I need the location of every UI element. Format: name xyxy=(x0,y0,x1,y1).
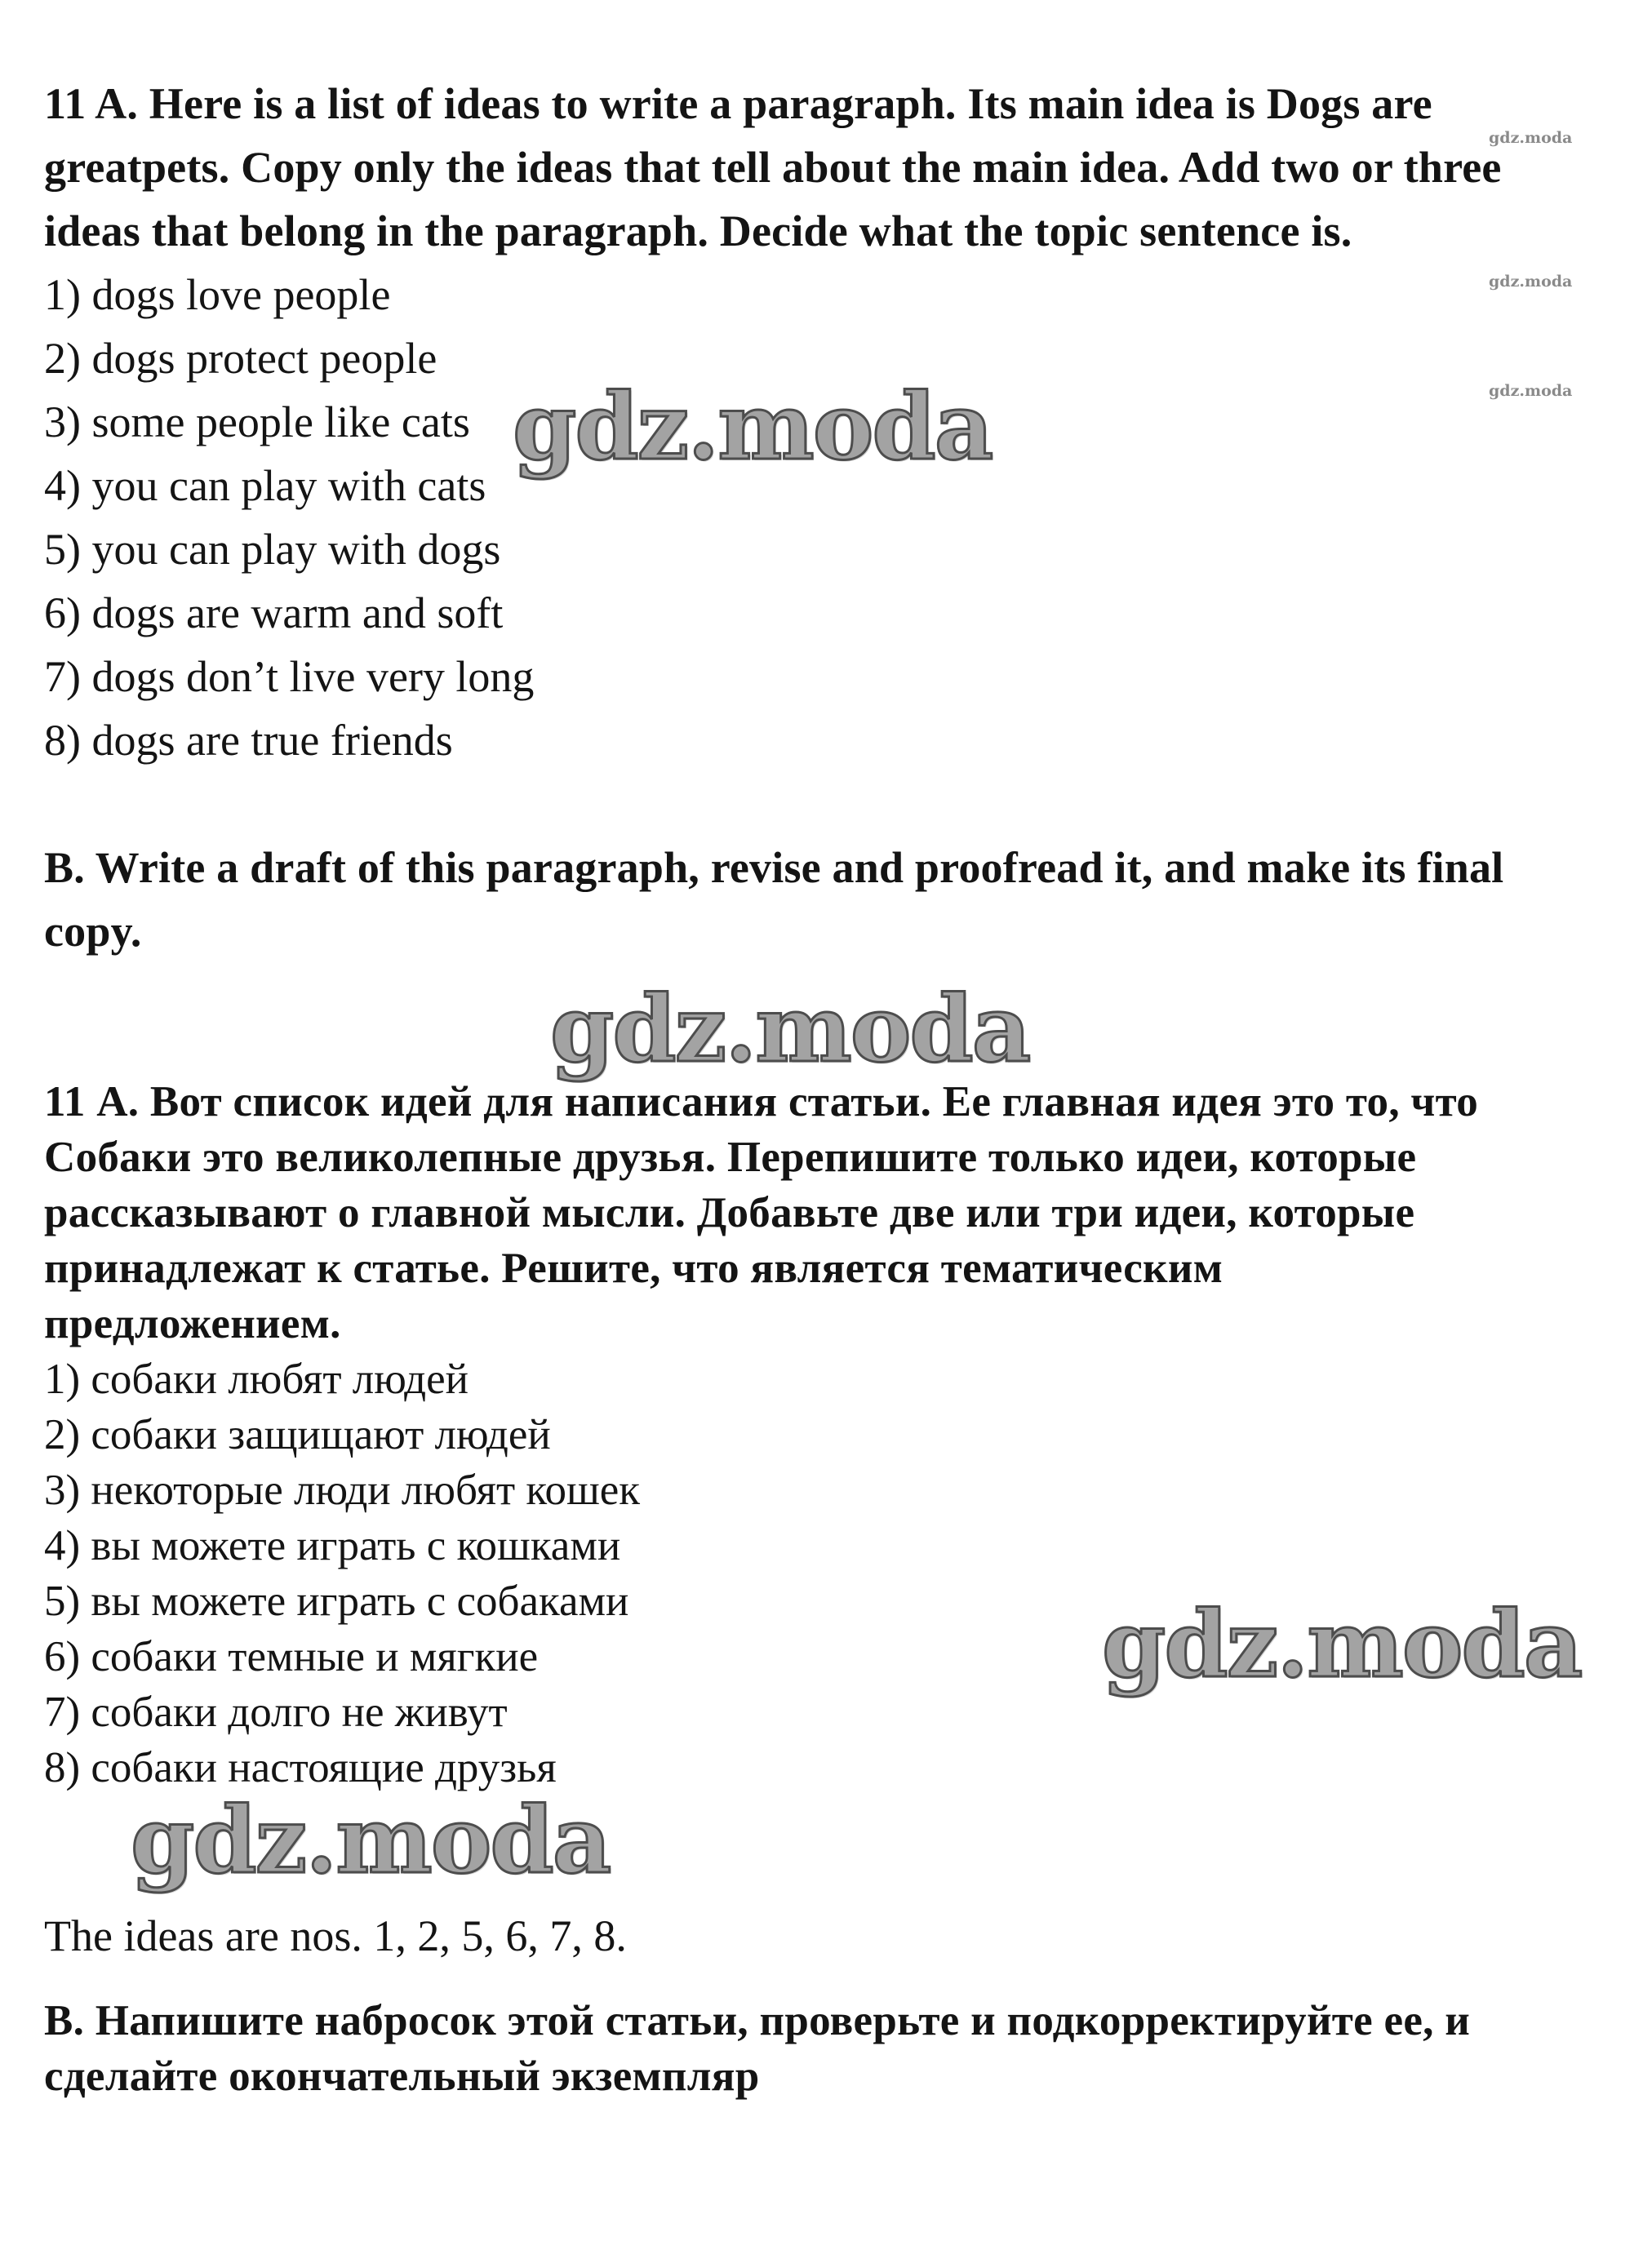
watermark-large-1: gdz.moda xyxy=(513,374,993,481)
answer-text: The ideas are nos. 1, 2, 5, 6, 7, 8. xyxy=(44,1911,627,1960)
english-item-5: 5) you can play with dogs xyxy=(44,525,501,574)
ru-item-2: 2) собаки защищают людей xyxy=(44,1411,551,1458)
ru-item-5: 5) вы можете играть с собаками xyxy=(44,1578,629,1625)
ru-item-4: 4) вы можете играть с кошками xyxy=(44,1522,621,1569)
ru-task-a-line-3: рассказывают о главной мысли. Добавьте две или три идеи, которые xyxy=(44,1189,1415,1236)
english-item-3: 3) some people like cats xyxy=(44,397,470,446)
ru-item-7: 7) собаки долго не живут xyxy=(44,1689,508,1736)
english-item-8: 8) dogs are true friends xyxy=(44,716,453,765)
english-item-7: 7) dogs don’t live very long xyxy=(44,652,535,701)
ru-task-a-line-4: принадлежат к статье. Решите, что является тематическим xyxy=(44,1245,1223,1292)
ru-item-6: 6) собаки темные и мягкие xyxy=(44,1633,539,1680)
ru-task-a-line-5: предложением. xyxy=(44,1300,341,1347)
task-a-heading-line-1: 11 A. Here is a list of ideas to write a paragraph. Its main idea is Dogs are xyxy=(44,79,1432,128)
watermark-large-4: gdz.moda xyxy=(131,1787,611,1894)
watermark-small-3: gdz.moda xyxy=(1489,382,1573,400)
ru-task-b-line-1: В. Напишите набросок этой статьи, проверьте и подкорректируйте ее, и xyxy=(44,1997,1471,2044)
watermark-large-3: gdz.moda xyxy=(1102,1591,1582,1698)
ru-item-1: 1) собаки любят людей xyxy=(44,1356,469,1403)
english-item-1: 1) dogs love people xyxy=(44,270,391,319)
ru-item-3: 3) некоторые люди любят кошек xyxy=(44,1467,641,1514)
ru-task-b-line-2: сделайте окончательный экземпляр xyxy=(44,2053,760,2100)
task-a-heading-line-3: ideas that belong in the paragraph. Decide what the topic sentence is. xyxy=(44,206,1352,255)
watermark-large-2: gdz.moda xyxy=(550,976,1030,1083)
watermark-small-2: gdz.moda xyxy=(1489,273,1573,291)
ru-task-a-line-1: 11 А. Вот список идей для написания статьи. Ее главная идея это то, что xyxy=(44,1078,1479,1125)
english-item-2: 2) dogs protect people xyxy=(44,334,437,383)
ru-task-a-line-2: Собаки это великолепные друзья. Перепишите только идеи, которые xyxy=(44,1134,1417,1181)
task-b-heading-line-2: copy. xyxy=(44,907,142,956)
english-item-6: 6) dogs are warm and soft xyxy=(44,588,504,637)
english-item-4: 4) you can play with cats xyxy=(44,461,486,510)
ru-item-8: 8) собаки настоящие друзья xyxy=(44,1744,557,1791)
watermark-small-1: gdz.moda xyxy=(1489,129,1573,147)
task-b-heading-line-1: B. Write a draft of this paragraph, revise and proofread it, and make its final xyxy=(44,843,1504,892)
task-a-heading-line-2: greatpets. Copy only the ideas that tell about the main idea. Add two or three xyxy=(44,143,1502,192)
